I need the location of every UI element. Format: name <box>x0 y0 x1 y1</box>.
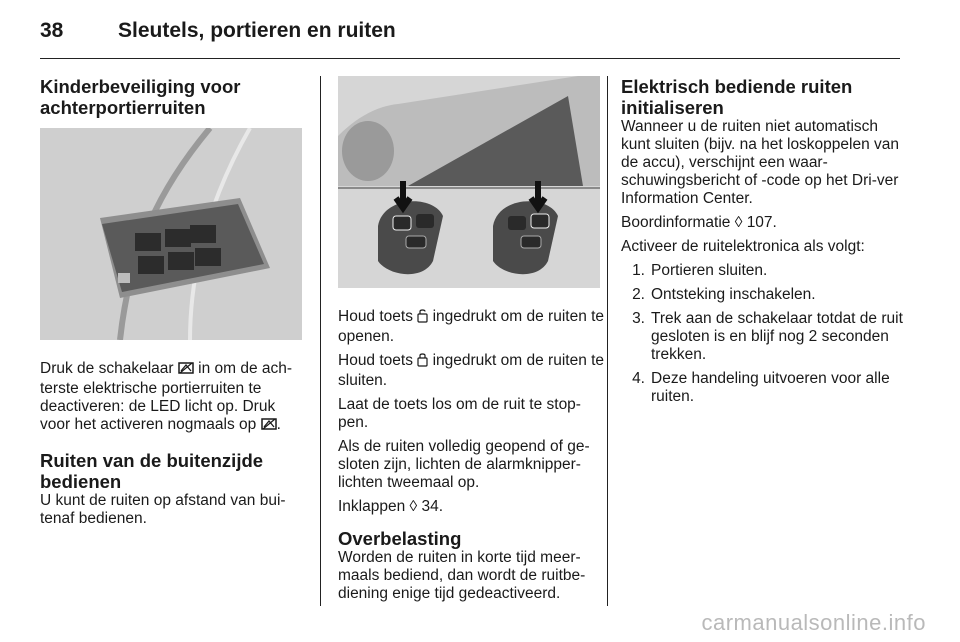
child-lock-icon <box>261 417 277 436</box>
steps-list <box>621 262 906 406</box>
column-1 <box>40 76 308 534</box>
list-item: 4. Deze handeling uitvoeren voor alle ruiten. <box>632 370 890 405</box>
list-item: 1. Portieren sluiten. <box>632 262 768 279</box>
fold-reference: Inklappen ◊ 34. <box>338 498 444 515</box>
lock-key-icon <box>417 352 428 372</box>
hazard-lights-text: Als de ruiten volledig geopend of ge-sloten zijn, lichten de alarmknipper-lichten tweemaal op. <box>338 438 590 491</box>
release-text: Laat de toets los om de ruit te stop-pen. <box>338 396 581 431</box>
page-number: 38 <box>40 19 64 42</box>
unlock-key-icon <box>417 308 428 328</box>
heading-exterior-operation: Ruiten van de buitenzijde bedienen <box>40 450 264 492</box>
door-switch-illustration <box>40 128 302 340</box>
column-divider-1 <box>320 76 321 606</box>
watermark: carmanualsonline.info <box>701 610 926 635</box>
overload-text: Worden de ruiten in korte tijd meer-maals bediend, dan wordt de ruitbe-diening enige tijd gedeactiveerd. <box>338 549 586 602</box>
child-lock-icon <box>178 361 194 380</box>
header-rule <box>40 58 900 59</box>
activate-text: Activeer de ruitelektronica als volgt: <box>621 238 865 255</box>
board-info-reference: Boordinformatie ◊ 107. <box>621 214 777 231</box>
page-title: Sleutels, portieren en ruiten <box>118 19 396 42</box>
child-lock-text: Druk de schakelaar in om de ach-terste elektrische portierruiten te deactiveren: de LED licht op. Druk voor het activeren nogmaals op . <box>40 360 308 436</box>
heading-child-lock: Kinderbeveiliging voor achterportierruiten <box>40 76 241 118</box>
page-header <box>40 16 396 46</box>
remote-key-illustration <box>338 76 600 288</box>
column-2 <box>338 76 608 609</box>
exterior-operation-text: U kunt de ruiten op afstand van bui-tenaf bedienen. <box>40 492 286 527</box>
unlock-text: Houd toets ingedrukt om de ruiten te openen. <box>338 308 605 345</box>
column-3 <box>621 76 906 412</box>
heading-initialise: Elektrisch bediende ruiten initialiseren <box>621 76 853 118</box>
lock-text: Houd toets ingedrukt om de ruiten te sluiten. <box>338 352 605 389</box>
remote-key-drawing <box>338 76 600 288</box>
door-switch-drawing <box>40 128 302 340</box>
heading-overload: Overbelasting <box>338 528 462 549</box>
list-item: 3. Trek aan de schakelaar totdat de ruit gesloten is en blijf nog 2 seconden trekken. <box>632 310 903 363</box>
initialise-intro: Wanneer u de ruiten niet automatisch kunt sluiten (bijv. na het loskoppelen van de accu), verschijnt een waar-schuwingsbericht of -code op het Dri-ver Information Center. <box>621 118 900 207</box>
list-item: 2. Ontsteking inschakelen. <box>632 286 816 303</box>
